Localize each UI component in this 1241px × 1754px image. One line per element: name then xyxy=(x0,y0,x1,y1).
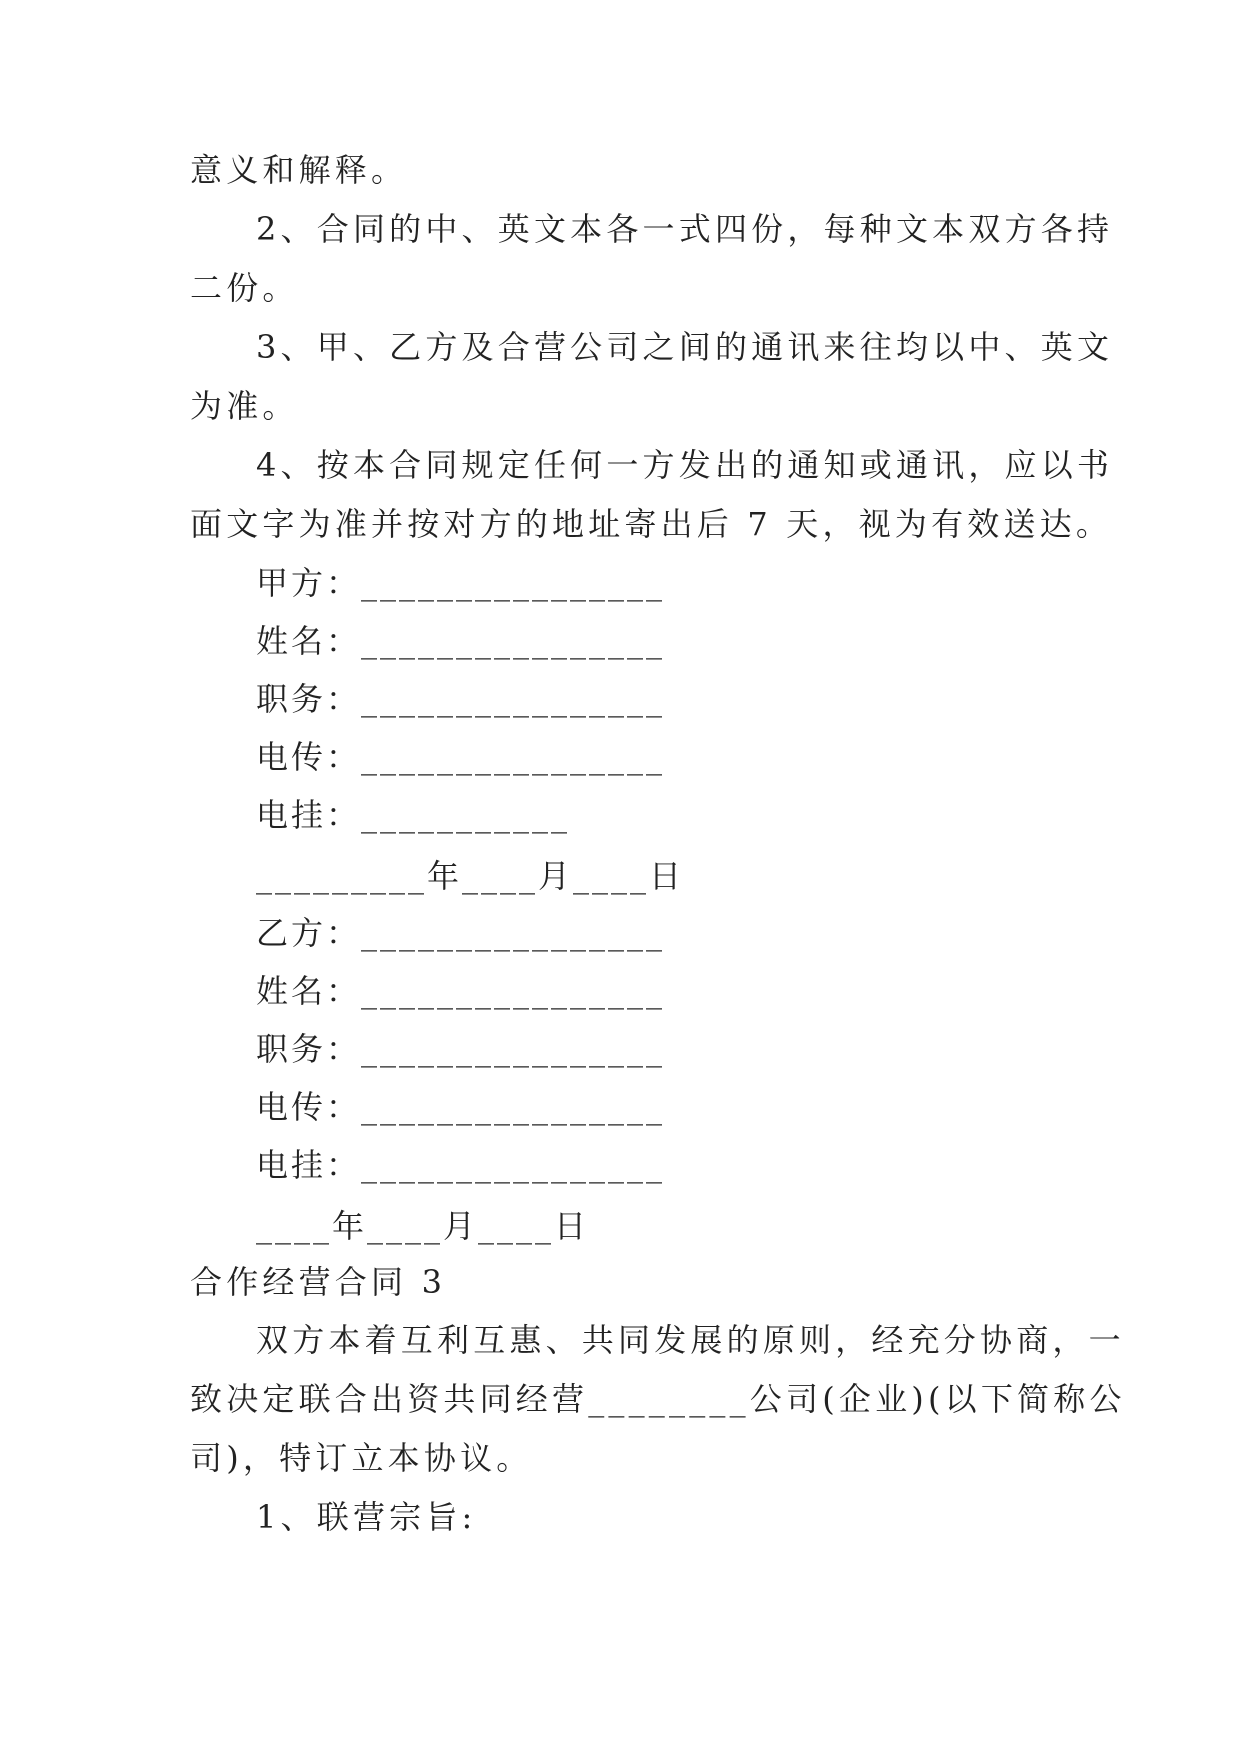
paragraph-line: 面文字为准并按对方的地址寄出后 7 天，视为有效送达。 xyxy=(190,505,1113,543)
paragraph-line: 为准。 xyxy=(190,387,299,425)
party-a-cable-field: 电挂：___________ xyxy=(256,796,571,834)
party-a-title-field: 职务：________________ xyxy=(256,680,666,718)
party-a-fax-field: 电传：________________ xyxy=(256,738,666,776)
party-a-field: 甲方：________________ xyxy=(256,564,666,602)
party-b-field: 乙方：________________ xyxy=(256,914,666,952)
paragraph-line: 二份。 xyxy=(190,269,299,307)
paragraph-line: 3、甲、乙方及合营公司之间的通讯来往均以中、英文 xyxy=(256,328,1114,366)
paragraph-line: 双方本着互利互惠、共同发展的原则，经充分协商，一 xyxy=(256,1321,1125,1359)
party-a-name-field: 姓名：________________ xyxy=(256,622,666,660)
party-b-cable-field: 电挂：________________ xyxy=(256,1146,666,1184)
party-b-name-field: 姓名：________________ xyxy=(256,972,666,1010)
paragraph-line: 4、按本合同规定任何一方发出的通知或通讯，应以书 xyxy=(256,446,1114,484)
paragraph-line: 司)，特订立本协议。 xyxy=(190,1439,533,1477)
section-title: 合作经营合同 3 xyxy=(190,1263,447,1301)
paragraph-line: 2、合同的中、英文本各一式四份，每种文本双方各持 xyxy=(256,210,1114,248)
party-a-date: _________年____月____日 xyxy=(256,857,685,895)
party-b-fax-field: 电传：________________ xyxy=(256,1088,666,1126)
paragraph-line: 意义和解释。 xyxy=(190,151,408,189)
paragraph-line: 致决定联合出资共同经营________公司(企业)(以下简称公 xyxy=(190,1380,1126,1418)
party-b-title-field: 职务：________________ xyxy=(256,1030,666,1068)
list-item: 1、联营宗旨: xyxy=(256,1498,477,1536)
party-b-date: ____年____月____日 xyxy=(256,1207,590,1245)
